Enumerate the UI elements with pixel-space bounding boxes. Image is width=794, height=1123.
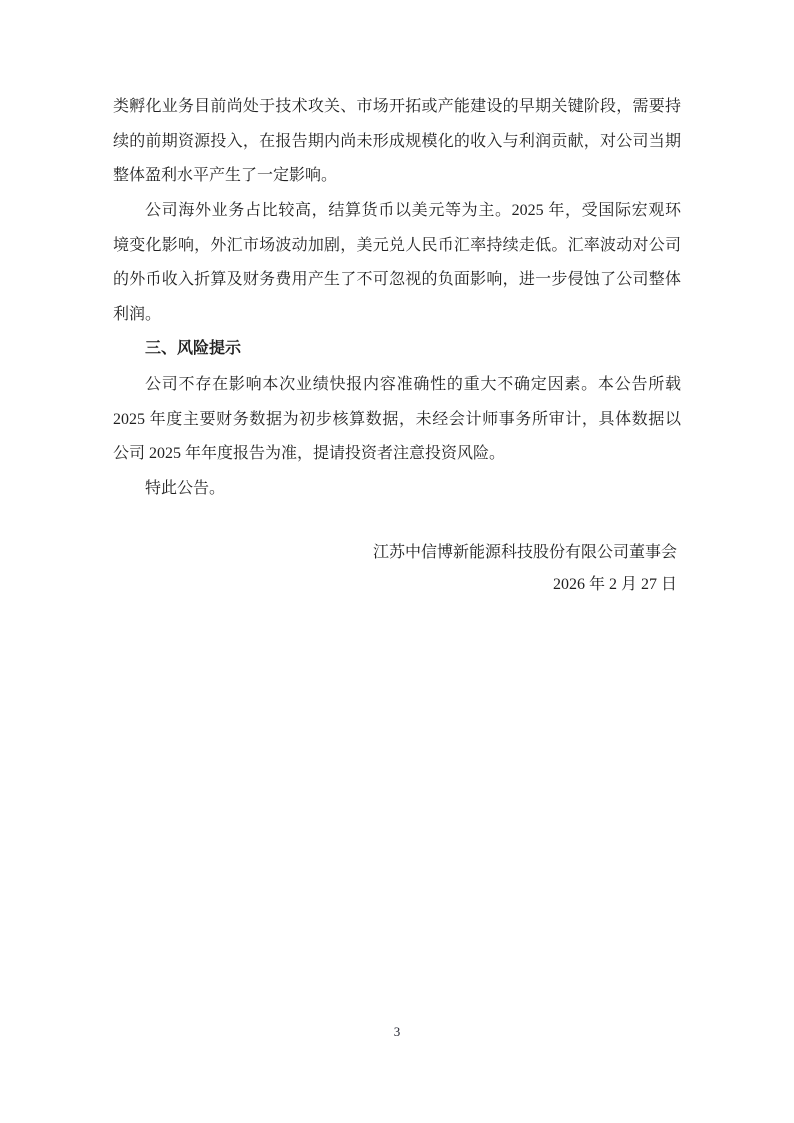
page-number: 3 xyxy=(393,1024,401,1039)
signature-date: 2026 年 2 月 27 日 xyxy=(552,576,677,593)
paragraph-line: 利润。 xyxy=(113,305,162,323)
paragraph-line: 2025 年度主要财务数据为初步核算数据，未经会计师事务所审计，具体数据以 xyxy=(113,410,681,428)
paragraph-line: 的外币收入折算及财务费用产生了不可忽视的负面影响，进一步侵蚀了公司整体 xyxy=(113,271,681,289)
paragraph-line: 公司海外业务占比较高，结算货币以美元等为主。2025 年，受国际宏观环 xyxy=(145,202,681,219)
paragraph-line: 整体盈利水平产生了一定影响。 xyxy=(113,167,338,185)
signature-board-of-directors: 江苏中信博新能源科技股份有限公司董事会 xyxy=(372,544,677,561)
closing-statement: 特此公告。 xyxy=(145,480,226,497)
paragraph-overseas-fx xyxy=(113,194,681,332)
paragraph-line: 境变化影响，外汇市场波动加剧，美元兑人民币汇率持续走低。汇率波动对公司 xyxy=(113,236,681,254)
paragraph-incubation-impact xyxy=(113,90,681,194)
paragraph-risk-statement xyxy=(113,368,681,472)
section-heading-risk-notice: 三、风险提示 xyxy=(145,340,242,357)
paragraph-line: 类孵化业务目前尚处于技术攻关、市场开拓或产能建设的早期关键阶段，需要持 xyxy=(113,98,681,115)
paragraph-line: 公司 2025 年年度报告为准，提请投资者注意投资风险。 xyxy=(113,445,506,463)
paragraph-line: 公司不存在影响本次业绩快报内容准确性的重大不确定因素。本公告所载 xyxy=(145,376,681,393)
paragraph-line: 续的前期资源投入，在报告期内尚未形成规模化的收入与利润贡献，对公司当期 xyxy=(113,132,681,150)
